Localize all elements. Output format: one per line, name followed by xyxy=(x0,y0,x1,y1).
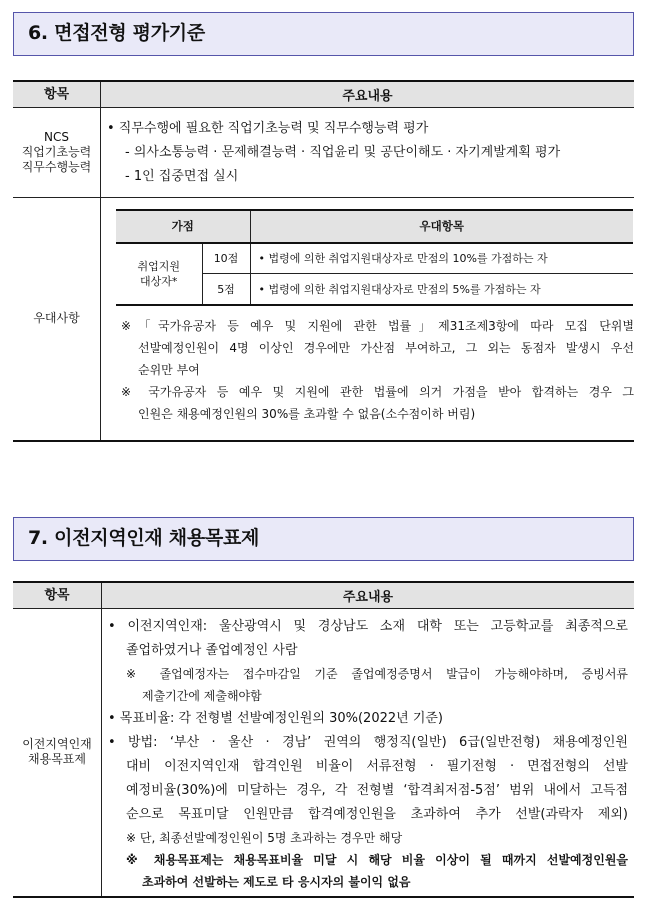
preference-sub-table xyxy=(116,209,633,306)
regional-talent-table xyxy=(13,581,634,898)
sub-header-points: 가점 xyxy=(116,210,250,243)
section-6-title: 6. 면접전형 평가기준 xyxy=(13,12,634,56)
preference-notes: ※「국가유공자 등 예우 및 지원에 관한 법률」제31조제3항에 따라 모집 단위별 선발예정인원이 4명 이상인 경우에만 가산점 부여하고, 그 외는 동점자 발생시 우선 순위만 부여 ※ 국가유공자 등 예우 및 지원에 관한 법률에 의거 가점을 받아 합격하는 경우 그 인원은 채용예정인원의 30%를 초과할 수 없음(소수점이하 버림) xyxy=(121,318,634,421)
sub-points: 5점 xyxy=(202,274,250,305)
header-content: 주요내용 xyxy=(102,582,635,608)
sub-group-label: 취업지원 대상자* xyxy=(116,243,202,305)
row-content-regional: • 이전지역인재: 울산광역시 및 경상남도 소재 대학 또는 고등학교를 최종적으로 졸업하였거나 졸업예정인 사람 ※ 졸업예정자는 접수마감일 기준 졸업예정증명서 발급이 가능해야하며, 증빙서류 제출기간에 제출해야함 • 목표비율: 각 전형별 선발예정인원의 30%(2022년 기준) • 방법: ‘부산 · 울산 · 경남’ 권역의 행정직(일반) 6급(일반전형) 채용예정인원 대비 이전지역인재 합격인원 비율이 서류전형 · 필기전형 · 면접전형의 선발 예정비율(30%)에 미달하는 경우, 각 전형별 ‘합격최저점-5점’ 범위 내에서 고득점 순으로 목표미달 인원만큼 합격예정인원을 초과하여 추가 선발(과락자 제외) ※ 단, 최종선발예정인원이 5명 초과하는 경우만 해당 ※ 채용목표제는 채용목표비율 미달 시 해당 비율 이상이 될 때까지 선발예정인원을 초과하여 선발하는 제도로 타 응시자의 불이익 없음 xyxy=(108,618,628,889)
header-item: 항목 xyxy=(13,582,102,608)
row-content-preference xyxy=(101,197,635,441)
row-content-ncs: • 직무수행에 필요한 직업기초능력 및 직무수행능력 평가 - 의사소통능력 · 문제해결능력 · 직업윤리 및 공단이해도 · 자기계발계획 평가 - 1인 집중면접 실시 xyxy=(107,120,561,184)
header-content: 주요내용 xyxy=(101,81,635,107)
sub-desc: • 법령에 의한 취업지원대상자로 만점의 10%를 가점하는 자 xyxy=(250,243,633,274)
sub-header-item: 우대항목 xyxy=(250,210,633,243)
interview-criteria-table xyxy=(13,80,634,442)
header-item: 항목 xyxy=(13,81,101,107)
section-7-title: 7. 이전지역인재 채용목표제 xyxy=(13,517,634,561)
sub-points: 10점 xyxy=(202,243,250,274)
row-label-regional: 이전지역인재 채용목표제 xyxy=(13,608,102,897)
row-label-ncs: NCS 직업기초능력 직무수행능력 xyxy=(13,107,101,197)
row-label-preference: 우대사항 xyxy=(13,197,101,441)
sub-desc: • 법령에 의한 취업지원대상자로 만점의 5%를 가점하는 자 xyxy=(250,274,633,305)
